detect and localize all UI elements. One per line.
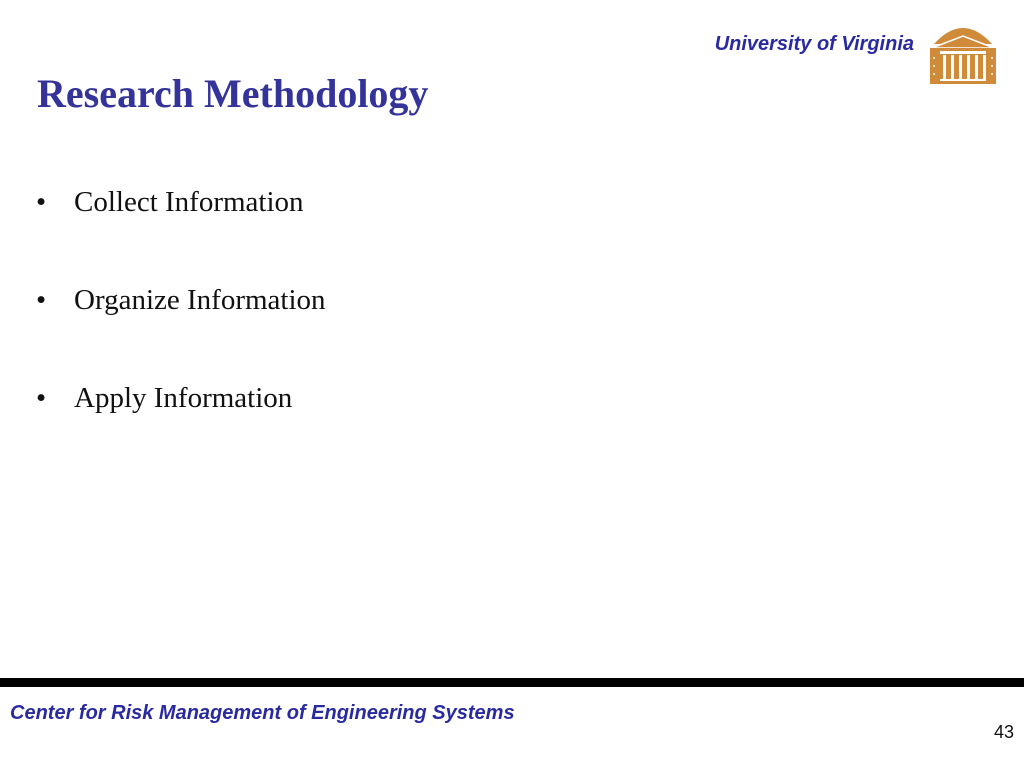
list-item	[36, 186, 326, 284]
list-item	[36, 284, 326, 382]
bullet-text: Collect Information	[74, 186, 304, 218]
slide-title: Research Methodology	[37, 71, 429, 116]
rotunda-logo-icon	[926, 14, 1000, 88]
footer-center-name: Center for Risk Management of Engineering Systems	[10, 702, 515, 724]
bullet-icon: •	[36, 382, 47, 414]
bullet-icon: •	[36, 284, 47, 316]
list-item	[36, 382, 326, 480]
bullet-text: Apply Information	[74, 382, 293, 414]
bullet-icon: •	[36, 186, 47, 218]
footer-divider	[0, 678, 1024, 687]
bullet-list	[36, 186, 326, 480]
bullet-text: Organize Information	[74, 284, 326, 316]
page-number: 43	[993, 722, 1014, 742]
university-name: University of Virginia	[714, 33, 914, 55]
